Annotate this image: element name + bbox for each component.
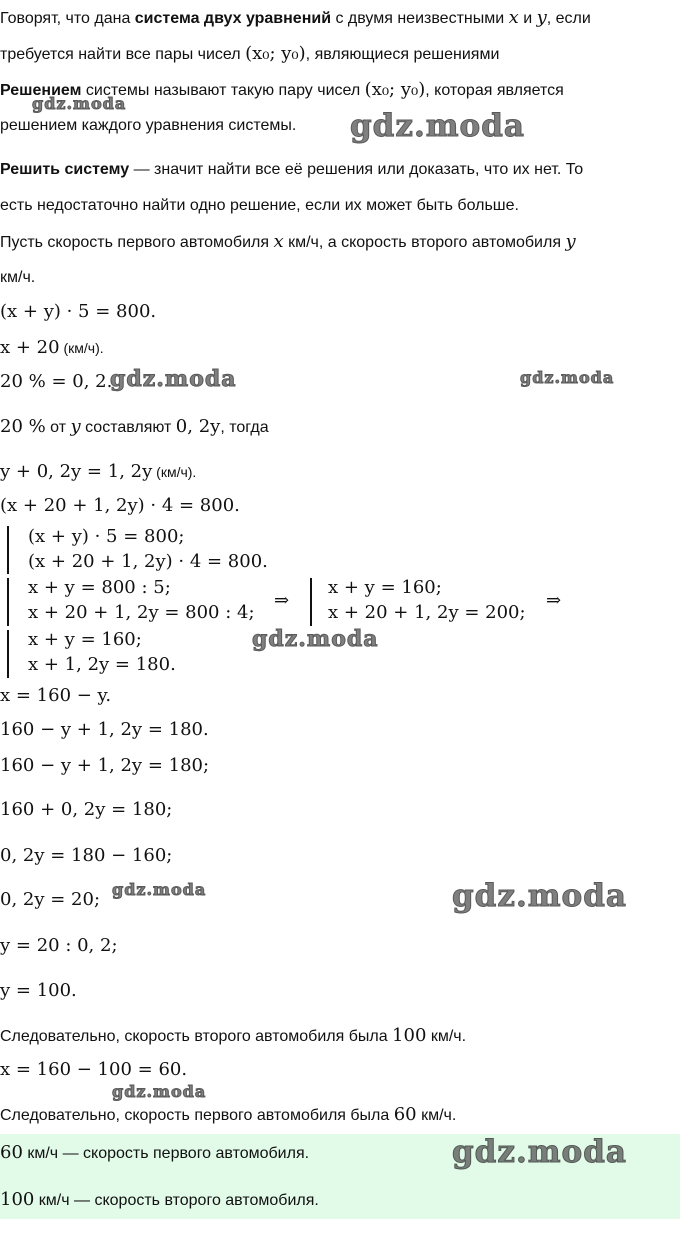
system-3-row-2: x + 20 + 1, 2y = 200; xyxy=(328,602,526,623)
system-2-row-1: x + y = 800 : 5; xyxy=(28,577,171,598)
calc-line-9: x = 160 − 100 = 60. xyxy=(0,1059,188,1080)
solution-line-1: Пусть скорость первого автомобиля x км/ч, а скорость второго автомобиля y xyxy=(0,231,576,252)
answer-line-1: 60 км/ч — скорость первого автомобиля. xyxy=(0,1142,310,1163)
system-4-row-2: x + 1, 2y = 180. xyxy=(28,654,176,675)
calc-line-5: 0, 2y = 180 − 160; xyxy=(0,845,173,866)
calc-line-3: 160 − y + 1, 2y = 180; xyxy=(0,755,210,776)
calc-line-8: y = 100. xyxy=(0,980,77,1001)
watermark-9: gdz.moda xyxy=(452,1134,627,1170)
equation-6: (x + 20 + 1, 2y) · 4 = 800. xyxy=(0,495,240,516)
calc-line-4: 160 + 0, 2y = 180; xyxy=(0,799,173,820)
system-4-brace xyxy=(7,630,9,678)
watermark-3: gdz.moda xyxy=(110,366,237,392)
system-1-row-1: (x + y) · 5 = 800; xyxy=(28,526,185,547)
system-4-row-1: x + y = 160; xyxy=(28,629,142,650)
system-1-brace xyxy=(7,526,9,574)
intro-line-4: решением каждого уравнения системы. xyxy=(0,117,297,134)
watermark-6: gdz.moda xyxy=(112,880,207,899)
system-2-brace xyxy=(7,578,9,626)
conclusion-2: Следовательно, скорость первого автомобиля была 60 км/ч. xyxy=(0,1104,457,1125)
equation-1: (x + y) · 5 = 800. xyxy=(0,301,157,322)
implies-arrow-1: ⇒ xyxy=(274,590,290,611)
intro-line-1: Говорят, что дана система двух уравнений с двумя неизвестными x и y, если xyxy=(0,7,591,28)
calc-line-2: 160 − y + 1, 2y = 180. xyxy=(0,719,209,740)
intro-line-2: требуется найти все пары чисел (x₀; y₀), являющиеся решениями xyxy=(0,43,500,64)
calc-line-7: y = 20 : 0, 2; xyxy=(0,935,118,956)
equation-5: y + 0, 2y = 1, 2y (км/ч). xyxy=(0,461,197,482)
calc-line-1: x = 160 − y. xyxy=(0,685,112,706)
answer-line-2: 100 км/ч — скорость второго автомобиля. xyxy=(0,1189,319,1210)
watermark-7: gdz.moda xyxy=(452,878,627,914)
system-2-row-2: x + 20 + 1, 2y = 800 : 4; xyxy=(28,602,255,623)
implies-arrow-2: ⇒ xyxy=(546,590,562,611)
intro-line-5: Решить систему — значит найти все её решения или доказать, что их нет. То xyxy=(0,161,584,178)
equation-2: x + 20 (км/ч). xyxy=(0,337,104,358)
equation-4: 20 % от y составляют 0, 2y, тогда xyxy=(0,416,269,437)
watermark-8: gdz.moda xyxy=(112,1082,207,1101)
watermark-1: gdz.moda xyxy=(32,94,127,113)
system-3-row-1: x + y = 160; xyxy=(328,577,442,598)
watermark-2: gdz.moda xyxy=(350,108,525,144)
solution-line-2: км/ч. xyxy=(0,269,36,286)
intro-line-6: есть недостаточно найти одно решение, если их может быть больше. xyxy=(0,197,519,214)
watermark-5: gdz.moda xyxy=(252,626,379,652)
calc-line-6: 0, 2y = 20; xyxy=(0,889,101,910)
intro-line-3: Решением системы называют такую пару чисел (x₀; y₀), которая является xyxy=(0,79,564,100)
system-1-row-2: (x + 20 + 1, 2y) · 4 = 800. xyxy=(28,551,268,572)
equation-3: 20 % = 0, 2. xyxy=(0,371,113,392)
watermark-4: gdz.moda xyxy=(520,368,615,387)
system-3-brace xyxy=(310,578,312,626)
conclusion-1: Следовательно, скорость второго автомобиля была 100 км/ч. xyxy=(0,1025,467,1046)
